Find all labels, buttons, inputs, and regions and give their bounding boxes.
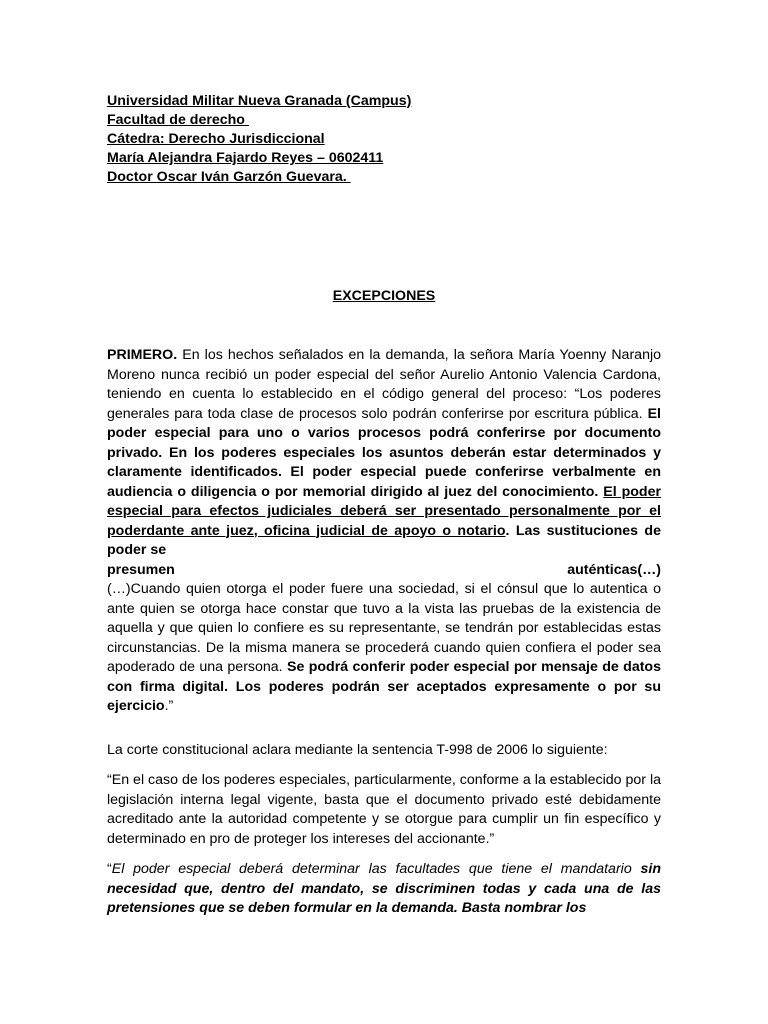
paragraph-lead: PRIMERO. (107, 347, 178, 363)
bold-italic-quote: sin necesidad que, dentro del mandato, se discriminen todas y cada una de las pretensiones que se deben formular en la demanda. Basta nombrar los (107, 861, 661, 916)
university-name: Universidad Militar Nueva Granada (Campus) (107, 93, 412, 109)
bold-quote: El poder especial para uno o varios procesos podrá conferirse por documento privado. En los poderes especiales los asuntos deberán estar determinados y claramente identificados. El poder especial puede conferirse verbalmente en audiencia o diligencia o por memorial dirigido al juez del conocimiento. (107, 405, 661, 500)
paragraph-quote (107, 771, 661, 849)
paragraph-text: En los hechos señalados en la demanda, la señora María Yoenny Naranjo Moreno nunca recibió un poder especial del señor Aurelio Antonio Valencia Cardona, teniendo en cuenta lo establecido en el código general del proceso: “Los poderes generales para toda clase de procesos solo podrán conferirse por escritura pública. (107, 347, 661, 422)
quote-text: “En el caso de los poderes especiales, particularmente, conforme a la establecido por la legislación interna legal vigente, basta que el documento privado esté debidamente acreditado ante la autoridad competente y se otorgue para cumplir un fin específico y determinado en pro de proteger los intereses del accionante.” (107, 772, 661, 847)
italic-quote: El poder especial deberá determinar las facultades que tiene el mandatario (111, 861, 641, 877)
split-left: presumen (107, 561, 175, 578)
chair-name: Cátedra: Derecho Jurisdiccional (107, 131, 325, 147)
bold-quote: . Las sustituciones de poder se (107, 522, 661, 558)
split-right: auténticas(…) (567, 561, 661, 578)
student-name: María Alejandra Fajardo Reyes – 0602411 (107, 150, 384, 166)
paragraph-primero (107, 346, 661, 717)
quote-end: .” (164, 698, 174, 714)
document-header (107, 92, 661, 187)
bold-underlined-quote: El poder especial para efectos judiciales deberá ser presentado personalmente por el poderdante ante juez, oficina judicial de apoyo o notario (107, 483, 661, 539)
split-line (107, 561, 661, 581)
paragraph-text: (…)Cuando quien otorga el poder fuere una sociedad, si el cónsul que lo autentica o ante quien se otorga hace constar que tuvo a la vista las pruebas de la existencia de aquella y que quien lo confiere es su representante, se tendrán por establecidas estas circunstancias. De la misma manera se procederá cuando quien confiera el poder sea apoderado de una persona. (107, 581, 661, 675)
bold-quote: Se podrá conferir poder especial por mensaje de datos con firma digital. Los poderes podrán ser aceptados expresamente o por su ejercicio (107, 659, 661, 714)
document-title: EXCEPCIONES (332, 288, 436, 304)
quote-open: “ (107, 861, 112, 877)
professor-name: Doctor Oscar Iván Garzón Guevara. (107, 169, 351, 185)
paragraph-sentencia: La corte constitucional aclara mediante la sentencia T-998 de 2006 lo siguiente: (107, 742, 608, 758)
paragraph-poder-especial (107, 860, 661, 919)
faculty-name: Facultad de derecho (107, 112, 249, 128)
